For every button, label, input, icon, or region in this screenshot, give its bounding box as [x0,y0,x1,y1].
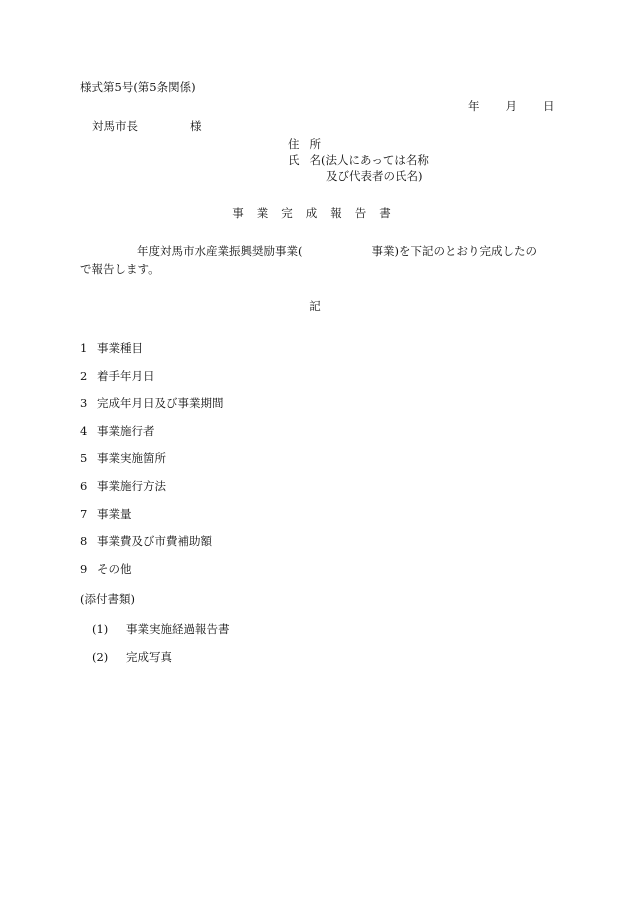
name-note-row [288,169,429,185]
item-label: 事業施行方法 [97,478,166,493]
list-item [80,562,224,590]
list-item [80,479,224,507]
address-row [288,137,429,153]
item-number: 6 [80,478,88,493]
list-item [80,369,224,397]
item-label: 事業種目 [97,341,143,355]
date-year: 年 [468,99,480,113]
name-label-2: 名 [309,153,321,167]
body-part-2: 事業)を下記のとおり完成したの [371,244,537,258]
address-label-2: 所 [309,137,321,151]
attachment-label: 完成写真 [126,649,172,664]
item-number: 8 [80,534,88,549]
addressee: 対馬市長 [92,119,138,133]
item-label: 事業実施箇所 [97,451,166,466]
attachments-section [80,592,230,677]
item-number: 2 [80,368,88,383]
body-part-3: で報告します。 [80,262,160,277]
attachment-label: 事業実施経過報告書 [126,622,230,636]
item-number: 5 [80,451,88,466]
attachment-number: (2) [92,649,109,664]
body-paragraph [80,242,550,278]
addressee-line [92,119,202,133]
item-label: 事業量 [97,506,132,521]
document-title: 事業完成報告書 [232,206,404,220]
item-label: 着手年月日 [97,368,155,383]
item-number: 4 [80,423,88,438]
item-list [80,341,224,589]
item-number: 3 [80,396,88,411]
name-note-1: (法人にあっては名称 [321,153,429,167]
item-number: 9 [80,561,88,576]
list-item [80,507,224,535]
item-number: 1 [80,341,88,355]
item-label: その他 [97,561,132,576]
item-number: 7 [80,506,88,521]
date-day: 日 [543,99,555,113]
date-month: 月 [505,99,517,113]
attachment-item [80,622,230,650]
date-line [468,99,555,113]
address-label-1: 住 [288,137,300,151]
item-label: 事業費及び市費補助額 [97,534,212,549]
applicant-block [288,137,429,185]
ki-heading: 記 [309,299,321,313]
list-item [80,341,224,369]
form-number: 様式第5号(第5条関係) [80,80,196,94]
list-item [80,451,224,479]
list-item [80,534,224,562]
attachment-number: (1) [92,622,109,636]
list-item [80,424,224,452]
item-label: 完成年月日及び事業期間 [97,396,224,411]
item-label: 事業施行者 [97,423,155,438]
attachment-item [80,650,230,678]
name-note-2: 及び代表者の氏名) [326,169,423,183]
attachments-heading: (添付書類) [80,592,135,606]
body-part-1: 年度対馬市水産業振興奨励事業( [137,244,303,258]
list-item [80,396,224,424]
name-row [288,153,429,169]
name-label-1: 氏 [288,153,300,167]
honorific: 様 [190,119,202,133]
